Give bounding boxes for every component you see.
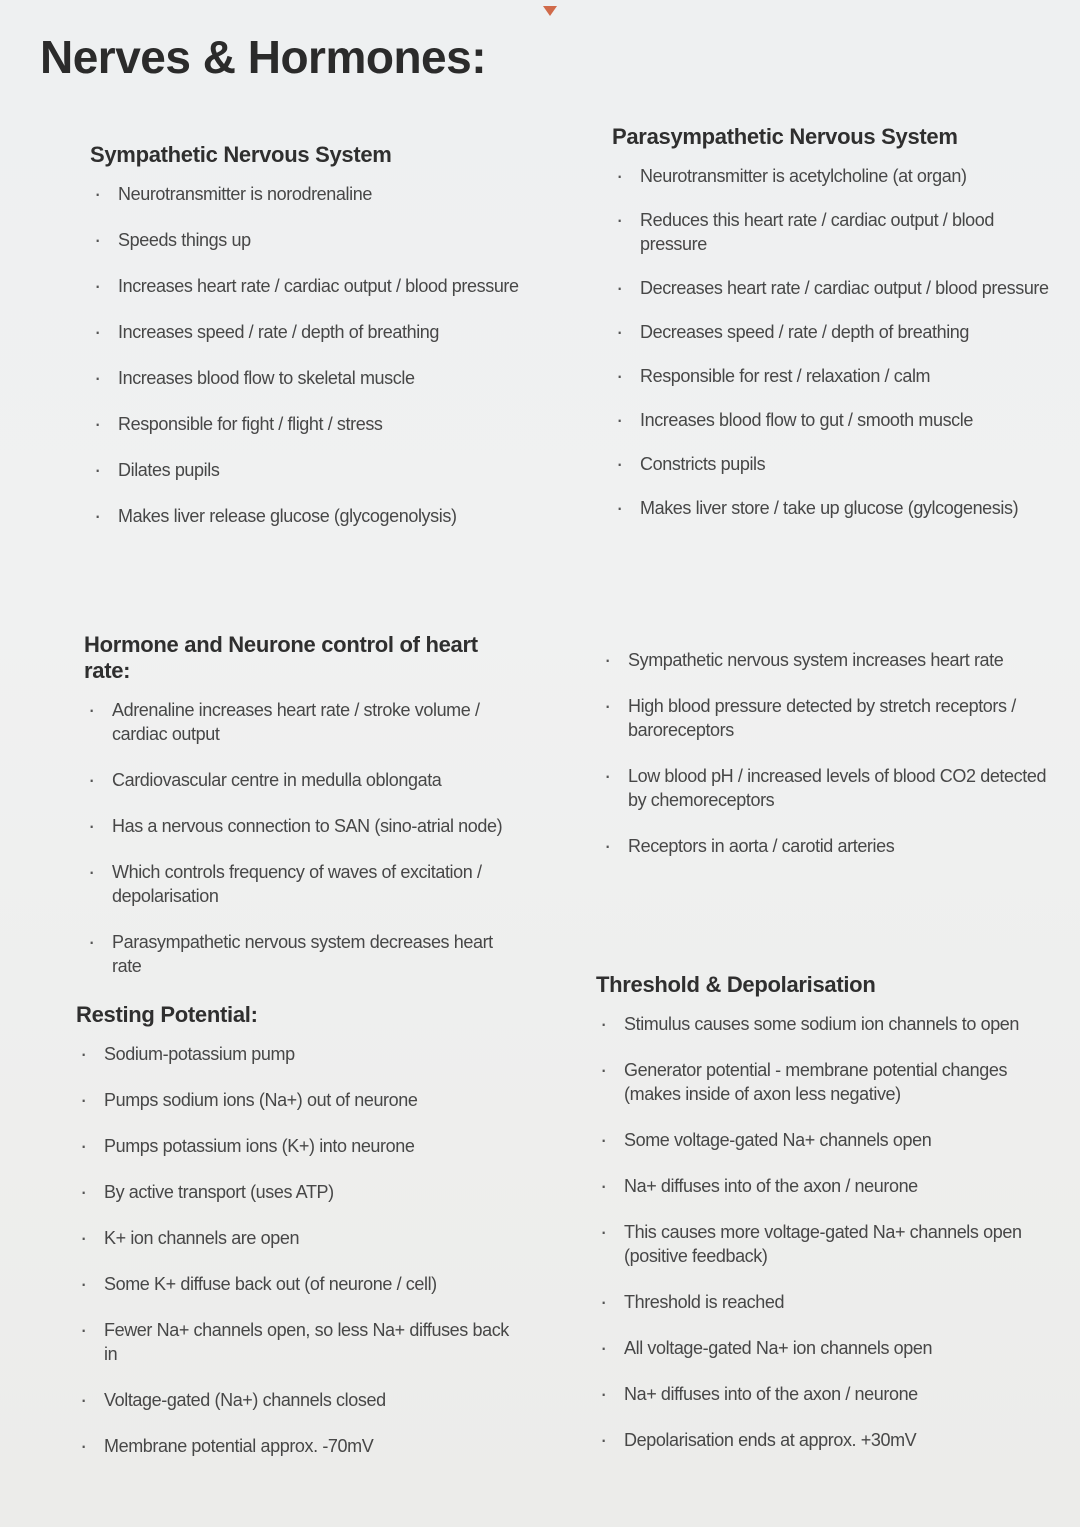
list-item: · Decreases heart rate / cardiac output / blood pressure: [612, 276, 1062, 300]
list-item: · Sodium-potassium pump: [76, 1042, 516, 1066]
list-item: · Parasympathetic nervous system decreases heart rate: [84, 930, 504, 978]
list-item: · Voltage-gated (Na+) channels closed: [76, 1388, 516, 1412]
list-item: · Makes liver release glucose (glycogenolysis): [90, 504, 530, 528]
list-item: · Speeds things up: [90, 228, 530, 252]
list-item: · Cardiovascular centre in medulla oblongata: [84, 768, 504, 792]
list-item: · Decreases speed / rate / depth of breathing: [612, 320, 1062, 344]
list-item: · Pumps sodium ions (Na+) out of neurone: [76, 1088, 516, 1112]
heart-rate-right-section: [600, 648, 1055, 880]
list-item: · Pumps potassium ions (K+) into neurone: [76, 1134, 516, 1158]
parasympathetic-heading: Parasympathetic Nervous System: [612, 124, 958, 149]
list-item: · Some K+ diffuse back out (of neurone / cell): [76, 1272, 516, 1296]
list-item: · This causes more voltage-gated Na+ channels open (positive feedback): [596, 1220, 1046, 1268]
list-item: · Neurotransmitter is norodrenaline: [90, 182, 530, 206]
threshold-heading: Threshold & Depolarisation: [596, 972, 876, 997]
list-item: · K+ ion channels are open: [76, 1226, 516, 1250]
list-item: · Generator potential - membrane potential changes (makes inside of axon less negative): [596, 1058, 1046, 1106]
list-item: · High blood pressure detected by stretch receptors / baroreceptors: [600, 694, 1055, 742]
list-item: · Threshold is reached: [596, 1290, 1046, 1314]
list-item: · Dilates pupils: [90, 458, 530, 482]
list-item: · Receptors in aorta / carotid arteries: [600, 834, 1055, 858]
list-item: · Increases heart rate / cardiac output / blood pressure: [90, 274, 530, 298]
heart-rate-section: [84, 632, 504, 1000]
list-item: · Stimulus causes some sodium ion channels to open: [596, 1012, 1046, 1036]
list-item: · Responsible for rest / relaxation / calm: [612, 364, 1062, 388]
list-item: · Has a nervous connection to SAN (sino-atrial node): [84, 814, 504, 838]
list-item: · Sympathetic nervous system increases heart rate: [600, 648, 1055, 672]
threshold-section: [596, 972, 1046, 1474]
list-item: · Na+ diffuses into of the axon / neurone: [596, 1382, 1046, 1406]
list-item: · Neurotransmitter is acetylcholine (at organ): [612, 164, 1062, 188]
list-item: · Responsible for fight / flight / stress: [90, 412, 530, 436]
list-item: · Constricts pupils: [612, 452, 1062, 476]
list-item: · Makes liver store / take up glucose (gylcogenesis): [612, 496, 1062, 520]
heart-rate-right-list: [600, 648, 1055, 858]
sympathetic-heading: Sympathetic Nervous System: [90, 142, 392, 167]
list-item: · Increases blood flow to gut / smooth muscle: [612, 408, 1062, 432]
list-item: · Low blood pH / increased levels of blood CO2 detected by chemoreceptors: [600, 764, 1055, 812]
list-item: · Increases speed / rate / depth of breathing: [90, 320, 530, 344]
list-item: · Which controls frequency of waves of excitation / depolarisation: [84, 860, 504, 908]
sympathetic-section: [90, 142, 530, 550]
page-title: Nerves & Hormones:: [40, 31, 487, 83]
page-marker: [543, 6, 557, 16]
list-item: · By active transport (uses ATP): [76, 1180, 516, 1204]
list-item: · Depolarisation ends at approx. +30mV: [596, 1428, 1046, 1452]
list-item: · Na+ diffuses into of the axon / neurone: [596, 1174, 1046, 1198]
heart-rate-heading: Hormone and Neurone control of heart rate:: [84, 632, 478, 683]
list-item: · Adrenaline increases heart rate / stroke volume / cardiac output: [84, 698, 504, 746]
threshold-list: [596, 1012, 1046, 1452]
parasympathetic-list: [612, 164, 1062, 520]
list-item: · Increases blood flow to skeletal muscle: [90, 366, 530, 390]
resting-potential-section: [76, 1002, 516, 1480]
list-item: · Reduces this heart rate / cardiac output / blood pressure: [612, 208, 1062, 256]
list-item: · Some voltage-gated Na+ channels open: [596, 1128, 1046, 1152]
sympathetic-list: [90, 182, 530, 528]
list-item: · Fewer Na+ channels open, so less Na+ diffuses back in: [76, 1318, 516, 1366]
parasympathetic-section: [612, 124, 1062, 540]
heart-rate-left-list: [84, 698, 504, 978]
list-item: · Membrane potential approx. -70mV: [76, 1434, 516, 1458]
list-item: · All voltage-gated Na+ ion channels open: [596, 1336, 1046, 1360]
resting-potential-list: [76, 1042, 516, 1458]
resting-potential-heading: Resting Potential:: [76, 1002, 258, 1027]
